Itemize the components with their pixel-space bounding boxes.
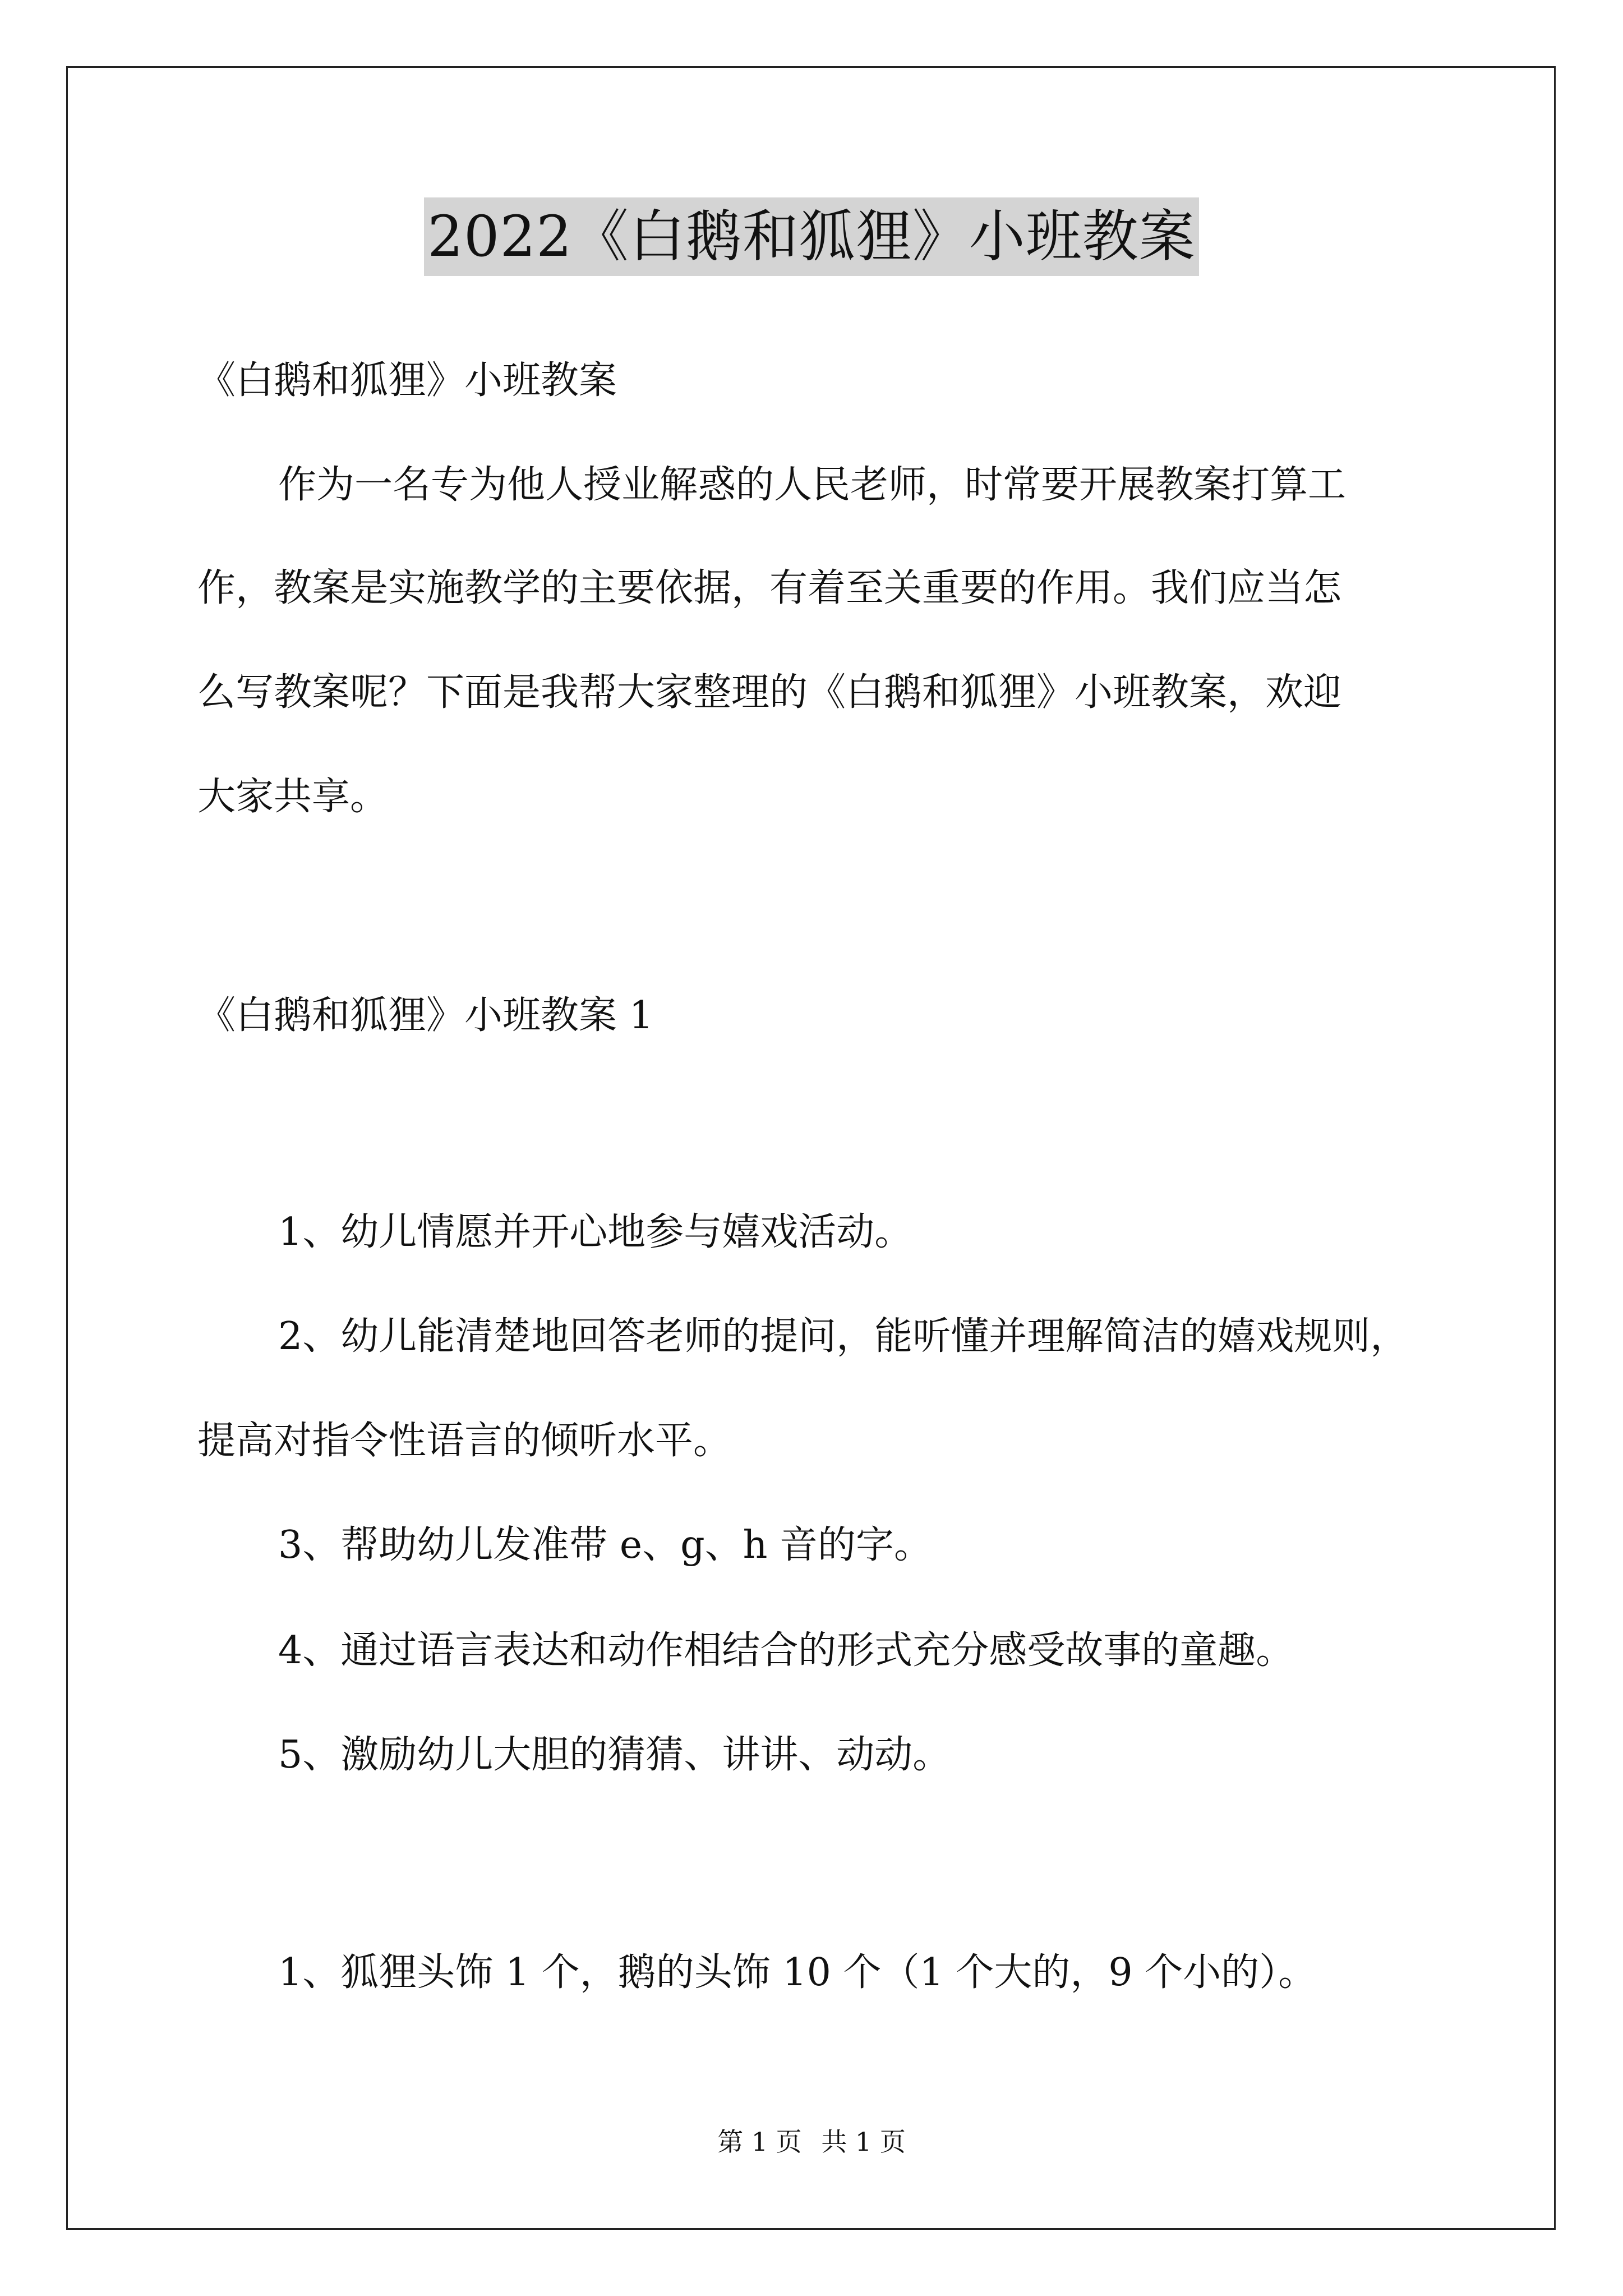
intro-line-2: 作，教案是实施教学的主要依据，有着至关重要的作用。我们应当怎 [197, 566, 1342, 610]
intro-line-3: 么写教案呢？下面是我帮大家整理的《白鹅和狐狸》小班教案，欢迎 [197, 670, 1342, 715]
intro-line-1: 作为一名专为他人授业解惑的人民老师，时常要开展教案打算工 [278, 463, 1347, 507]
subtitle: 《白鹅和狐狸》小班教案 [197, 358, 617, 403]
intro-line-4: 大家共享。 [197, 775, 389, 819]
goal-item-1: 1、幼儿情愿并开心地参与嬉戏活动。 [278, 1210, 913, 1254]
page-number: 第 1 页 [717, 2127, 802, 2157]
goal-item-2: 2、幼儿能清楚地回答老师的提问，能听懂并理解简洁的嬉戏规则， [278, 1314, 1409, 1359]
goal-item-3: 3、帮助幼儿发准带 e、g、h 音的字。 [278, 1523, 933, 1567]
title-container [0, 197, 1623, 276]
material-item-1: 1、狐狸头饰 1 个，鹅的头饰 10 个（1 个大的，9 个小的）。 [278, 1950, 1317, 1995]
goal-item-5: 5、激励幼儿大胆的猜猜、讲讲、动动。 [278, 1733, 951, 1777]
page-footer [0, 2125, 1623, 2159]
goal-item-4: 4、通过语言表达和动作相结合的形式充分感受故事的童趣。 [278, 1628, 1294, 1673]
page-total: 共 1 页 [821, 2127, 906, 2157]
section-heading: 《白鹅和狐狸》小班教案 1 [197, 993, 653, 1038]
document-title: 2022《白鹅和狐狸》小班教案 [424, 197, 1199, 276]
goal-item-2-continued: 提高对指令性语言的倾听水平。 [197, 1419, 732, 1463]
